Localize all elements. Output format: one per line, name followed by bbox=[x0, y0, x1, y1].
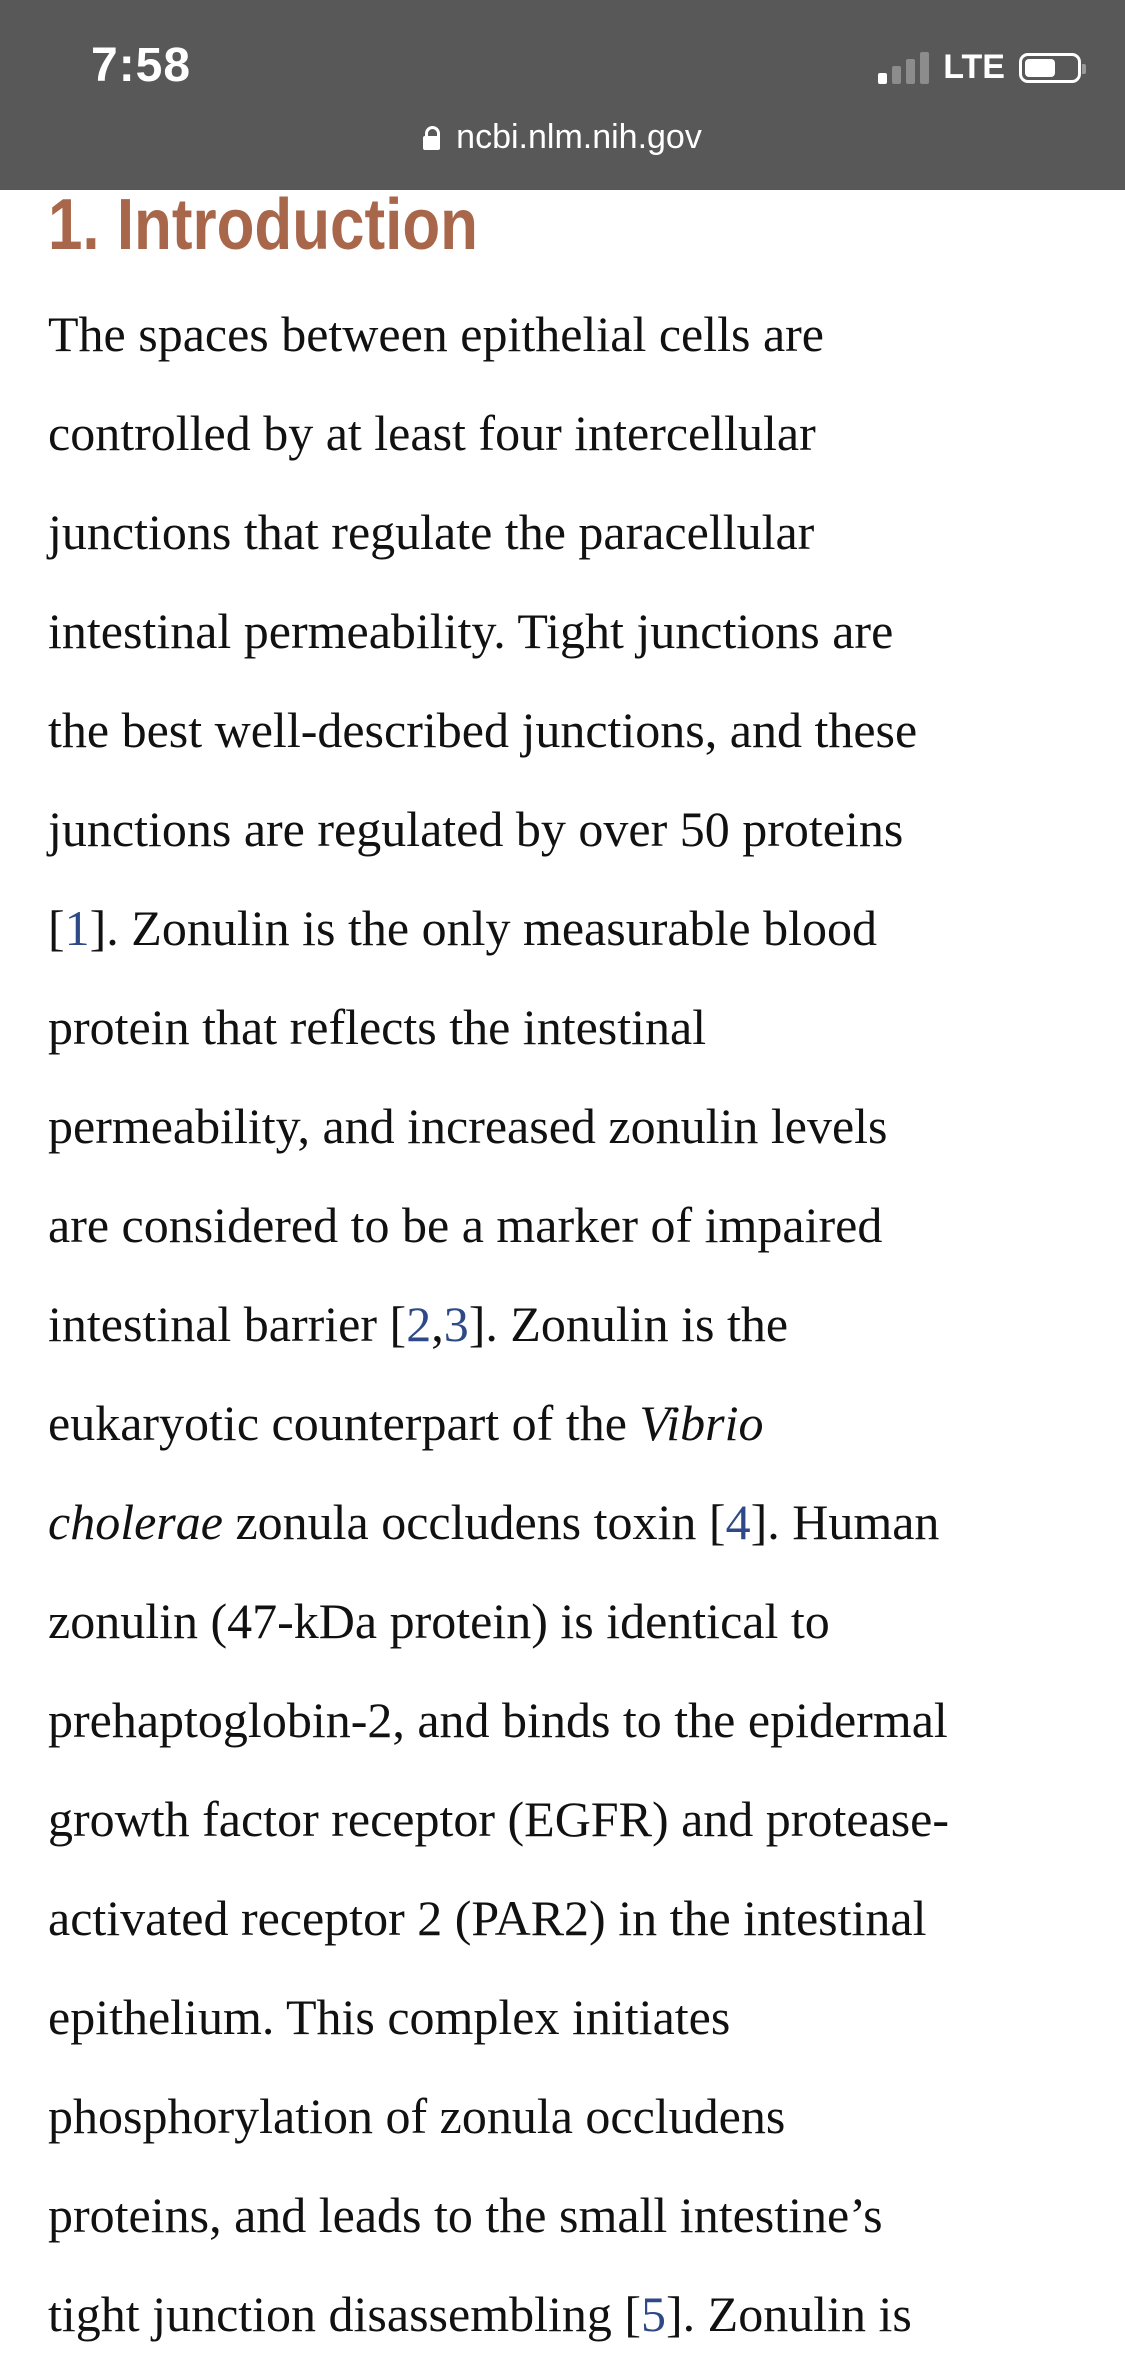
paragraph-line bbox=[48, 798, 1088, 897]
paragraph-line bbox=[48, 402, 1088, 501]
text-segment: ]. Human bbox=[750, 1494, 940, 1550]
paragraph-line bbox=[48, 303, 1088, 402]
signal-strength-icon bbox=[878, 52, 929, 84]
text-segment: eukaryotic counterpart of the bbox=[48, 1395, 640, 1451]
paragraph-line bbox=[48, 1392, 1088, 1491]
network-type: LTE bbox=[943, 48, 1005, 86]
signal-bar bbox=[920, 52, 929, 84]
text-segment: proteins, and leads to the small intestine’s bbox=[48, 2187, 883, 2243]
article-paragraph bbox=[48, 303, 1088, 2376]
paragraph-line bbox=[48, 1986, 1088, 2085]
text-segment: protein that reflects the intestinal bbox=[48, 999, 707, 1055]
text-segment: zonulin (47-kDa protein) is identical to bbox=[48, 1593, 830, 1649]
text-segment: intestinal permeability. Tight junctions are bbox=[48, 603, 894, 659]
text-segment: are considered to be a marker of impaired bbox=[48, 1197, 883, 1253]
section-heading: 1. Introduction bbox=[48, 185, 478, 265]
text-segment: ]. Zonulin is the bbox=[468, 1296, 789, 1352]
status-icons bbox=[878, 48, 1081, 87]
text-segment: junctions that regulate the paracellular bbox=[48, 504, 815, 560]
paragraph-line bbox=[48, 501, 1088, 600]
text-segment: growth factor receptor (EGFR) and protease- bbox=[48, 1791, 950, 1847]
citation-link[interactable]: 1 bbox=[64, 900, 90, 956]
text-segment: activated receptor 2 (PAR2) in the intestinal bbox=[48, 1890, 927, 1946]
paragraph-line bbox=[48, 1887, 1088, 1986]
signal-bar bbox=[892, 66, 901, 84]
paragraph-line bbox=[48, 1788, 1088, 1887]
text-segment: permeability, and increased zonulin levels bbox=[48, 1098, 888, 1154]
paragraph-line bbox=[48, 1095, 1088, 1194]
article-content bbox=[48, 185, 1088, 2376]
paragraph-line bbox=[48, 699, 1088, 798]
paragraph-line bbox=[48, 2085, 1088, 2184]
italic-text: cholerae bbox=[48, 1494, 223, 1550]
text-segment: controlled by at least four intercellular bbox=[48, 405, 816, 461]
signal-bar bbox=[906, 59, 915, 84]
text-segment: the best well-described junctions, and these bbox=[48, 702, 918, 758]
paragraph-line bbox=[48, 1293, 1088, 1392]
paragraph-line bbox=[48, 1194, 1088, 1293]
paragraph-line bbox=[48, 1590, 1088, 1689]
citation-link[interactable]: 2 bbox=[406, 1296, 432, 1352]
text-segment: ]. Zonulin is bbox=[666, 2286, 912, 2342]
text-segment: zonula occludens toxin [ bbox=[222, 1494, 726, 1550]
text-segment: intestinal barrier [ bbox=[48, 1296, 407, 1352]
text-segment: epithelium. This complex initiates bbox=[48, 1989, 731, 2045]
paragraph-line bbox=[48, 897, 1088, 996]
paragraph-line bbox=[48, 2184, 1088, 2283]
text-segment: ]. Zonulin is the only measurable blood bbox=[89, 900, 878, 956]
italic-text: Vibrio bbox=[639, 1395, 764, 1451]
text-segment: phosphorylation of zonula occludens bbox=[48, 2088, 786, 2144]
paragraph-line bbox=[48, 1689, 1088, 1788]
citation-link[interactable]: 3 bbox=[443, 1296, 469, 1352]
battery-icon bbox=[1019, 53, 1081, 83]
address-bar[interactable] bbox=[0, 118, 1125, 157]
citation-link[interactable]: 4 bbox=[725, 1494, 751, 1550]
citation-link[interactable]: 5 bbox=[641, 2286, 667, 2342]
text-segment: , bbox=[431, 1296, 444, 1352]
paragraph-line bbox=[48, 600, 1088, 699]
text-segment: tight junction disassembling [ bbox=[48, 2286, 642, 2342]
signal-bar bbox=[878, 73, 887, 84]
text-segment: The spaces between epithelial cells are bbox=[48, 306, 825, 362]
text-segment: [ bbox=[48, 900, 65, 956]
battery-cap bbox=[1082, 64, 1086, 74]
lock-icon bbox=[423, 136, 440, 150]
paragraph-line bbox=[48, 1491, 1088, 1590]
paragraph-line bbox=[48, 996, 1088, 1095]
paragraph-line bbox=[48, 2283, 1088, 2376]
status-time: 7:58 bbox=[91, 39, 192, 92]
battery-level bbox=[1025, 59, 1055, 77]
text-segment: prehaptoglobin-2, and binds to the epidermal bbox=[48, 1692, 948, 1748]
status-bar bbox=[0, 0, 1125, 190]
address-bar-url: ncbi.nlm.nih.gov bbox=[456, 118, 702, 156]
text-segment: junctions are regulated by over 50 proteins bbox=[48, 801, 904, 857]
